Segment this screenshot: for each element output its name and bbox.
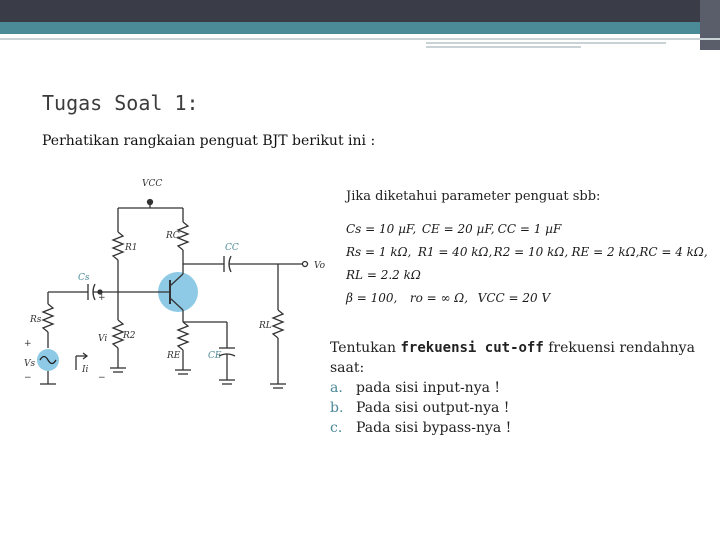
label-cs: Cs bbox=[78, 273, 90, 283]
given-intro: Jika diketahui parameter penguat sbb: bbox=[346, 189, 601, 204]
parameter-list bbox=[346, 222, 708, 314]
rs-resistor bbox=[43, 304, 53, 332]
label-vs: Vs bbox=[24, 359, 36, 369]
label-vo: Vo bbox=[314, 261, 326, 271]
label-plus-source: + bbox=[24, 339, 32, 349]
param-vcc: VCC = 20 V bbox=[477, 291, 551, 305]
param-re: RE = 2 kΩ, bbox=[571, 245, 640, 259]
param-rc: RC = 4 kΩ, bbox=[639, 245, 708, 259]
label-minus-source: − bbox=[24, 373, 32, 383]
param-r2: R2 = 10 kΩ, bbox=[493, 245, 569, 259]
list-item-text: Pada sisi bypass-nya ! bbox=[356, 420, 512, 436]
task-intro-prefix: Tentukan bbox=[330, 340, 401, 356]
param-cs: Cs = 10 µF, bbox=[346, 222, 417, 236]
param-row bbox=[346, 291, 708, 314]
task-intro-suffix: frekuensi rendahnya saat: bbox=[330, 340, 695, 376]
task-block bbox=[330, 338, 700, 438]
r2-resistor bbox=[113, 320, 123, 348]
param-cc: CC = 1 µF bbox=[497, 222, 562, 236]
divider-line bbox=[426, 42, 666, 44]
label-cc: CC bbox=[225, 243, 239, 253]
list-item-letter: c. bbox=[330, 420, 343, 436]
list-item bbox=[330, 378, 700, 398]
label-ce: CE bbox=[208, 351, 222, 361]
top-bar-accent bbox=[0, 22, 720, 34]
label-minus-vi: − bbox=[98, 373, 106, 383]
param-rs: Rs = 1 kΩ, bbox=[346, 245, 412, 259]
param-ro: ro = ∞ Ω, bbox=[409, 291, 469, 305]
task-intro bbox=[330, 338, 700, 378]
rl-resistor bbox=[273, 310, 283, 338]
label-rs: Rs bbox=[30, 315, 42, 325]
param-row bbox=[346, 245, 708, 268]
label-r1: R1 bbox=[125, 243, 138, 253]
corner-accent bbox=[700, 0, 720, 50]
label-rc: RC bbox=[166, 231, 180, 241]
list-item bbox=[330, 398, 700, 418]
slide-title: Tugas Soal 1: bbox=[42, 91, 199, 115]
top-bar bbox=[0, 0, 720, 22]
list-item-letter: b. bbox=[330, 400, 344, 416]
task-list bbox=[330, 378, 700, 438]
label-plus-vi: + bbox=[98, 293, 106, 303]
task-intro-bold: frekuensi cut-off bbox=[400, 340, 544, 356]
label-r2: R2 bbox=[123, 331, 136, 341]
re-resistor bbox=[178, 322, 188, 350]
param-row bbox=[346, 268, 708, 291]
bjt-amplifier-circuit bbox=[20, 170, 330, 400]
vo-terminal bbox=[303, 262, 308, 267]
label-vcc: VCC bbox=[142, 179, 163, 189]
divider-line bbox=[0, 38, 720, 40]
r1-resistor bbox=[113, 232, 123, 260]
list-item-letter: a. bbox=[330, 380, 343, 396]
label-rl: RL bbox=[259, 321, 272, 331]
param-ce: CE = 20 µF, bbox=[421, 222, 495, 236]
slide-subtitle: Perhatikan rangkaian penguat BJT berikut ini : bbox=[42, 133, 376, 149]
param-r1: R1 = 40 kΩ, bbox=[417, 245, 493, 259]
list-item-text: pada sisi input-nya ! bbox=[356, 380, 501, 396]
label-vi: Vi bbox=[98, 334, 108, 344]
divider-line bbox=[426, 46, 581, 48]
label-re: RE bbox=[167, 351, 181, 361]
param-row bbox=[346, 222, 708, 245]
label-ii: Ii bbox=[82, 365, 89, 375]
list-item-text: Pada sisi output-nya ! bbox=[356, 400, 510, 416]
list-item bbox=[330, 418, 700, 438]
param-beta: β = 100, bbox=[346, 291, 398, 305]
param-rl: RL = 2.2 kΩ bbox=[346, 268, 421, 282]
